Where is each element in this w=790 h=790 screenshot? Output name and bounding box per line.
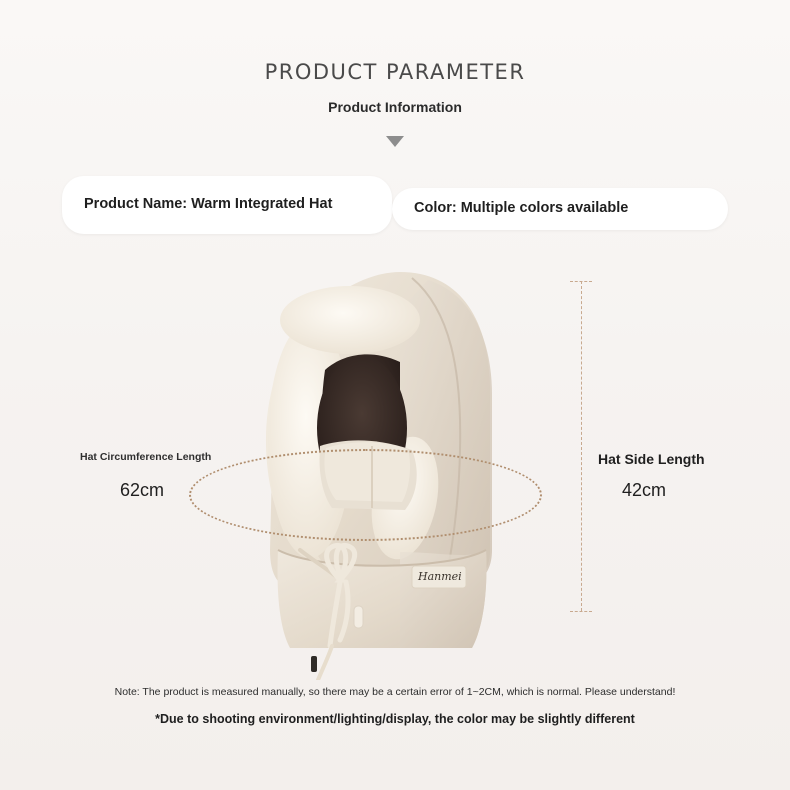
triangle-down-icon (386, 136, 404, 147)
side-length-tick-bottom (570, 611, 592, 612)
brand-tag (412, 566, 466, 588)
hat-side-length-label: Hat Side Length (598, 451, 705, 467)
circumference-ellipse-guide (189, 449, 542, 541)
page-subtitle: Product Information (328, 99, 462, 115)
color-disclaimer-note: *Due to shooting environment/lighting/display, the color may be slightly different (155, 712, 635, 726)
product-name-text: Product Name: Warm Integrated Hat (84, 196, 333, 213)
hat-circumference-label: Hat Circumference Length (80, 451, 212, 463)
side-length-tick-top (570, 281, 592, 282)
product-name-pill (62, 176, 392, 234)
svg-text:Hanmei: Hanmei (418, 570, 462, 583)
product-color-pill (392, 188, 728, 230)
side-length-dashed-line (581, 281, 582, 611)
page-title: PRODUCT PARAMETER (264, 60, 526, 84)
hat-circumference-value: 62cm (120, 480, 165, 500)
product-color-text: Color: Multiple colors available (414, 200, 629, 217)
hat-side-length-value: 42cm (622, 480, 667, 500)
measurement-note: Note: The product is measured manually, so there may be a certain error of 1~2CM, which is normal. Please understand! (114, 686, 676, 698)
